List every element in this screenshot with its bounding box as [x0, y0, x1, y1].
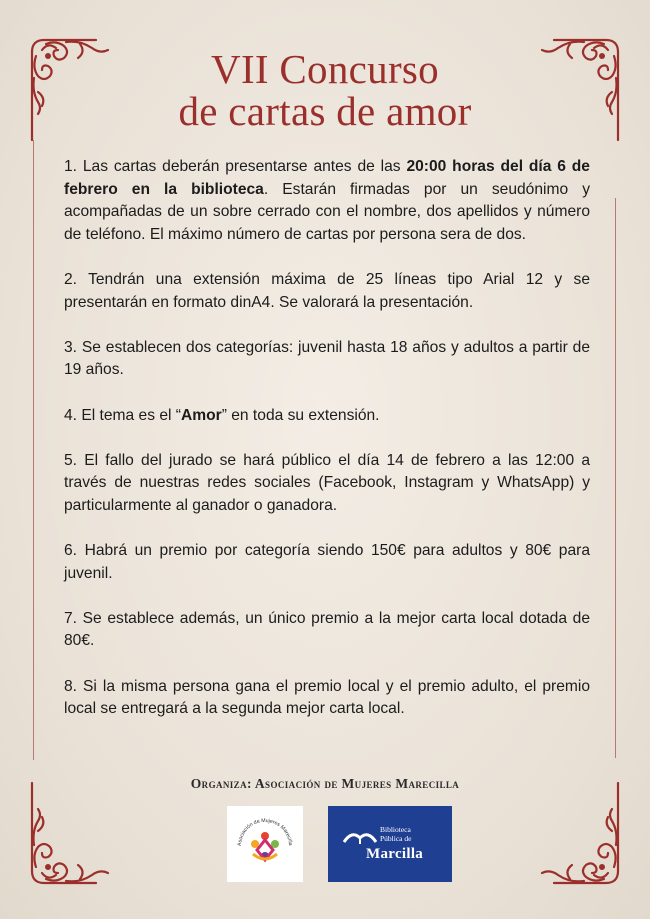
rule-item: [64, 608, 590, 653]
title-line-2: de cartas de amor: [178, 88, 472, 134]
right-border-line: [615, 198, 616, 758]
rule-item: [64, 269, 590, 314]
biblioteca-small-line-2: Pública de: [380, 833, 412, 843]
rule-text: 3. Se establecen dos categorías: juvenil hasta 18 años y adultos a partir de 19 años.: [64, 338, 590, 379]
rule-item: [64, 337, 590, 382]
biblioteca-small-line-1: Biblioteca: [380, 825, 411, 834]
rule-bold-text: 20:00 horas del día 6 de febrero en la biblioteca: [64, 158, 590, 198]
rule-text: 4. El tema es el “: [64, 406, 181, 424]
rule-text: 6. Habrá un premio por categoría siendo 150€ para adultos y 80€ para juvenil.: [64, 542, 590, 582]
left-border-line: [33, 140, 34, 760]
corner-ornament-bottom-left: [26, 779, 136, 889]
rule-item: [64, 156, 590, 246]
rule-text: ” en toda su extensión.: [221, 406, 380, 424]
rule-text: 8. Si la misma persona gana el premio local y el premio adulto, el premio local se entregará a la segunda mejor carta local.: [64, 677, 590, 718]
rule-item: [64, 540, 590, 585]
rule-text: 2. Tendrán una extensión máxima de 25 líneas tipo Arial 12 y se presentarán en formato dinA4. Se valorará la presentación.: [64, 270, 590, 311]
asociacion-logo-text: Asociación de Mujeres Marecilla: [236, 817, 294, 847]
rule-item: [64, 450, 590, 518]
rule-text: 5. El fallo del jurado se hará público el día 14 de febrero a las 12:00 a través de nuestras redes sociales (Facebook, Instagram y WhatsApp) y particularmente al ganador o ganadora.: [64, 451, 590, 514]
rule-item: [64, 676, 590, 721]
organizer-credit: Organiza: Asociación de Mujeres Marecilla: [190, 776, 460, 791]
title-line-1: VII Concurso: [211, 46, 439, 92]
rule-text: . Estarán firmadas por un seudónimo y acompañadas de un sobre cerrado con el nombre, dos apellidos y número de teléfono. El máximo número de cartas por persona sera de dos.: [64, 180, 591, 243]
rule-text: 7. Se establece además, un único premio a la mejor carta local dotada de 80€.: [64, 609, 590, 650]
rules-list: [64, 156, 590, 743]
rule-text: 1. Las cartas deberán presentarse antes de las: [64, 158, 407, 175]
page-title: [0, 48, 650, 132]
rule-item: [64, 405, 590, 428]
biblioteca-name: Marcilla: [366, 846, 424, 862]
asociacion-mujeres-logo: [227, 806, 303, 882]
book-icon: [342, 824, 378, 846]
corner-ornament-bottom-right: [514, 779, 624, 889]
biblioteca-marcilla-logo: [328, 806, 452, 882]
asociacion-emblem-icon: [227, 806, 303, 882]
rule-bold-text: Amor: [181, 406, 222, 424]
